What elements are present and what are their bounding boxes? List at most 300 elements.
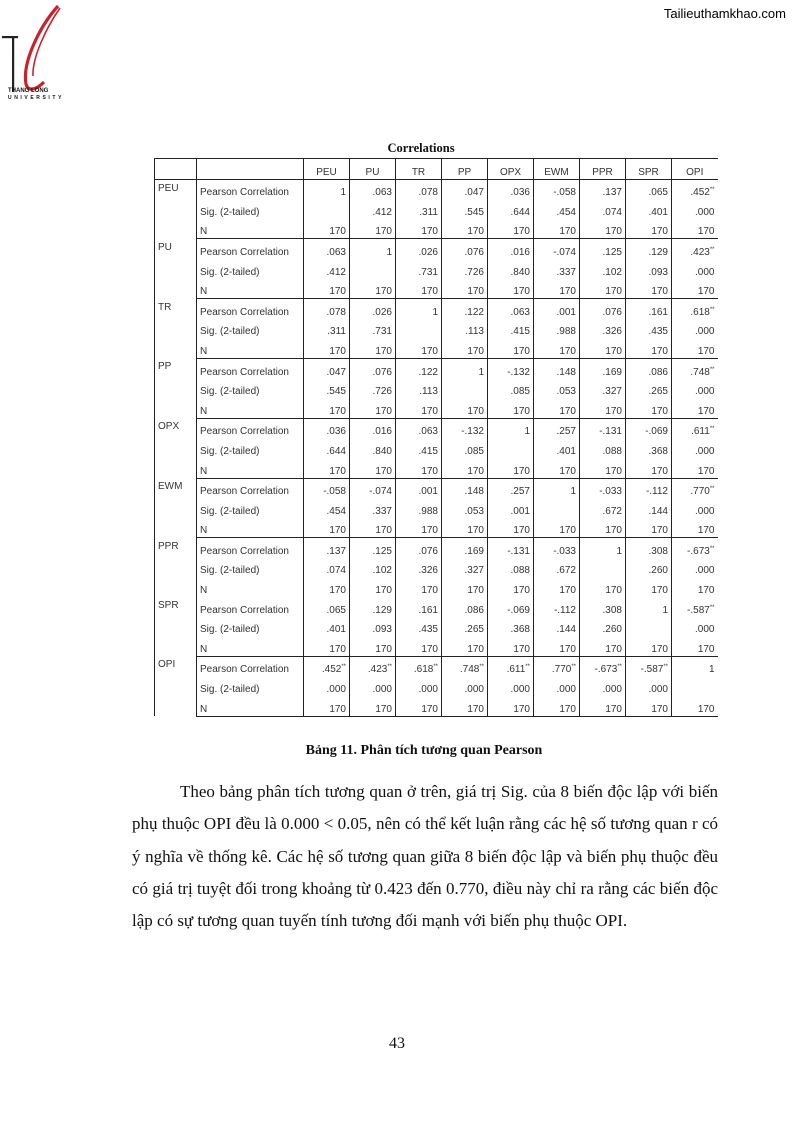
- table-cell: .611**: [691, 426, 715, 438]
- table-cell: .618**: [690, 306, 715, 318]
- table-cell: .063: [396, 418, 442, 438]
- header-blank-cell: [197, 159, 304, 180]
- header-blank-cell: [155, 159, 197, 180]
- table-cell: .368: [488, 617, 534, 637]
- table-cell: .000: [695, 206, 715, 218]
- table-row: [155, 338, 718, 358]
- table-cell: [350, 259, 396, 279]
- table-cell: .076: [442, 239, 488, 259]
- table-cell: -.132: [442, 418, 488, 438]
- table-cell: 170: [304, 398, 350, 418]
- table-cell: 170: [396, 696, 442, 716]
- column-header: PPR: [580, 159, 626, 180]
- table-cell: 1: [488, 418, 534, 438]
- table-cell: 170: [396, 219, 442, 239]
- table-cell: [396, 319, 442, 339]
- table-cell: .169: [580, 358, 626, 378]
- table-cell: .618**: [396, 656, 442, 676]
- table-cell: .144: [534, 617, 580, 637]
- table-cell: .016: [350, 418, 396, 438]
- table-cell: .000: [695, 266, 715, 278]
- column-header: OPX: [488, 159, 534, 180]
- table-cell: 170: [350, 696, 396, 716]
- column-header: PEU: [304, 159, 350, 180]
- table-cell: 170: [626, 398, 672, 418]
- site-watermark: Tailieuthamkhao.com: [663, 6, 786, 21]
- table-cell: .401: [626, 199, 672, 219]
- table-cell: .129: [626, 239, 672, 259]
- table-cell: 1: [580, 538, 626, 558]
- table-row: [155, 636, 718, 656]
- table-cell: .000: [304, 676, 350, 696]
- table-cell: 170: [534, 577, 580, 597]
- table-cell: 170: [534, 518, 580, 538]
- row-statistic-label: Pearson Correlation: [197, 239, 304, 259]
- table-cell: 170: [396, 279, 442, 299]
- table-cell: 170: [304, 577, 350, 597]
- table-cell: .113: [396, 379, 442, 399]
- table-cell: .326: [580, 319, 626, 339]
- table-row: [155, 597, 718, 617]
- table-cell: [672, 676, 718, 696]
- table-cell: .000: [442, 676, 488, 696]
- table-cell: [304, 199, 350, 219]
- correlations-table: [154, 158, 718, 717]
- table-row: [155, 558, 718, 578]
- table-cell: .086: [626, 358, 672, 378]
- table-title: Correlations: [387, 141, 455, 155]
- table-cell: -.033: [580, 478, 626, 498]
- table-cell: 1: [350, 239, 396, 259]
- table-cell: .086: [442, 597, 488, 617]
- table-cell: .726: [350, 379, 396, 399]
- table-cell: .337: [534, 259, 580, 279]
- table-cell: .161: [396, 597, 442, 617]
- table-cell: 170: [396, 518, 442, 538]
- row-statistic-label: Pearson Correlation: [197, 656, 304, 676]
- table-cell: 170: [442, 219, 488, 239]
- table-cell: 170: [672, 636, 718, 656]
- column-header: EWM: [534, 159, 580, 180]
- table-cell: [534, 498, 580, 518]
- table-cell: 170: [697, 585, 715, 597]
- row-statistic-label: Sig. (2-tailed): [197, 438, 304, 458]
- column-header: SPR: [626, 159, 672, 180]
- table-cell: -.131: [488, 538, 534, 558]
- table-cell: 170: [396, 636, 442, 656]
- table-row: [155, 438, 718, 458]
- table-cell: .644: [304, 438, 350, 458]
- table-row: [155, 398, 718, 418]
- table-cell: 1: [626, 597, 672, 617]
- row-variable-label: OPX: [155, 418, 197, 478]
- row-statistic-label: N: [197, 696, 304, 716]
- table-header-row: [155, 159, 718, 180]
- table-cell: 170: [350, 398, 396, 418]
- table-cell: .076: [350, 358, 396, 378]
- table-cell: .065: [626, 179, 672, 199]
- table-cell: -.112: [626, 478, 672, 498]
- table-row: [155, 418, 718, 438]
- table-cell: 170: [534, 279, 580, 299]
- table-cell: 170: [304, 219, 350, 239]
- table-cell: .088: [488, 558, 534, 578]
- table-cell: 170: [442, 696, 488, 716]
- table-cell: 170: [488, 577, 534, 597]
- row-statistic-label: Pearson Correlation: [197, 418, 304, 438]
- table-cell: .840: [350, 438, 396, 458]
- table-row: [155, 458, 718, 478]
- table-cell: .415: [396, 438, 442, 458]
- row-statistic-label: N: [197, 518, 304, 538]
- table-cell: 170: [488, 219, 534, 239]
- table-cell: 170: [488, 398, 534, 418]
- table-cell: 170: [672, 338, 718, 358]
- table-cell: .125: [350, 538, 396, 558]
- logo-text: [8, 88, 72, 102]
- table-cell: .074: [304, 558, 350, 578]
- table-cell: .435: [396, 617, 442, 637]
- table-cell: .085: [488, 379, 534, 399]
- table-cell: .125: [580, 239, 626, 259]
- table-cell: 170: [580, 577, 626, 597]
- table-cell: .036: [488, 179, 534, 199]
- row-statistic-label: N: [197, 577, 304, 597]
- table-cell: .000: [350, 676, 396, 696]
- row-statistic-label: Pearson Correlation: [197, 179, 304, 199]
- table-cell: 170: [488, 518, 534, 538]
- table-cell: .122: [442, 299, 488, 319]
- table-row: [155, 617, 718, 637]
- table-cell: .368: [626, 438, 672, 458]
- table-cell: .093: [626, 259, 672, 279]
- table-cell: .257: [534, 418, 580, 438]
- table-cell: -.058: [304, 478, 350, 498]
- table-cell: 170: [350, 279, 396, 299]
- table-cell: .113: [442, 319, 488, 339]
- table-cell: 170: [672, 398, 718, 418]
- row-statistic-label: Pearson Correlation: [197, 299, 304, 319]
- table-row: [155, 179, 718, 199]
- table-row: [155, 279, 718, 299]
- table-cell: .053: [442, 498, 488, 518]
- table-cell: 170: [304, 636, 350, 656]
- table-cell: .415: [488, 319, 534, 339]
- table-cell: 170: [580, 219, 626, 239]
- table-cell: .078: [396, 179, 442, 199]
- table-cell: -.033: [534, 538, 580, 558]
- row-statistic-label: Sig. (2-tailed): [197, 379, 304, 399]
- table-cell: 170: [580, 398, 626, 418]
- table-cell: .545: [442, 199, 488, 219]
- table-cell: .748**: [690, 366, 715, 378]
- row-statistic-label: Pearson Correlation: [197, 597, 304, 617]
- table-row: [155, 696, 718, 716]
- table-cell: .423**: [350, 656, 396, 676]
- table-cell: 170: [534, 338, 580, 358]
- row-statistic-label: Sig. (2-tailed): [197, 558, 304, 578]
- table-cell: 170: [304, 518, 350, 538]
- table-cell: .337: [350, 498, 396, 518]
- table-cell: .644: [488, 199, 534, 219]
- table-cell: 170: [534, 219, 580, 239]
- table-cell: 170: [534, 398, 580, 418]
- table-cell: .000: [695, 326, 715, 338]
- table-row: [155, 498, 718, 518]
- table-cell: .001: [534, 299, 580, 319]
- table-cell: 170: [672, 518, 718, 538]
- table-cell: -.673**: [580, 656, 626, 676]
- table-cell: .000: [488, 676, 534, 696]
- row-statistic-label: Pearson Correlation: [197, 538, 304, 558]
- table-cell: .000: [695, 624, 715, 636]
- row-variable-label: PU: [155, 239, 197, 299]
- table-cell: 170: [396, 577, 442, 597]
- table-cell: 170: [580, 279, 626, 299]
- table-row: [155, 319, 718, 339]
- row-statistic-label: N: [197, 398, 304, 418]
- table-cell: .260: [626, 558, 672, 578]
- table-cell: 170: [626, 458, 672, 478]
- table-cell: 170: [580, 636, 626, 656]
- table-cell: 170: [442, 458, 488, 478]
- table-cell: .672: [534, 558, 580, 578]
- table-cell: -.058: [534, 179, 580, 199]
- table-cell: 170: [396, 398, 442, 418]
- table-cell: 170: [350, 636, 396, 656]
- table-cell: -.069: [488, 597, 534, 617]
- table-cell: -.069: [626, 418, 672, 438]
- table-row: [155, 656, 718, 676]
- table-cell: 170: [626, 279, 672, 299]
- table-cell: 1: [534, 478, 580, 498]
- table-cell: .026: [350, 299, 396, 319]
- table-cell: -.131: [580, 418, 626, 438]
- table-cell: .161: [626, 299, 672, 319]
- table-row: [155, 239, 718, 259]
- table-cell: .311: [304, 319, 350, 339]
- row-variable-label: SPR: [155, 597, 197, 656]
- table-cell: .326: [396, 558, 442, 578]
- table-row: [155, 379, 718, 399]
- table-cell: [580, 558, 626, 578]
- table-cell: .137: [304, 538, 350, 558]
- row-statistic-label: N: [197, 279, 304, 299]
- table-cell: .144: [626, 498, 672, 518]
- table-cell: -.673**: [687, 545, 715, 557]
- table-cell: .988: [396, 498, 442, 518]
- page-number: 43: [389, 1035, 405, 1052]
- table-cell: 170: [350, 219, 396, 239]
- row-variable-label: PP: [155, 358, 197, 418]
- table-cell: 170: [626, 696, 672, 716]
- table-cell: 170: [580, 458, 626, 478]
- table-cell: .137: [580, 179, 626, 199]
- table-row: [155, 676, 718, 696]
- table-cell: 170: [626, 577, 672, 597]
- column-header: PU: [350, 159, 396, 180]
- table-row: [155, 538, 718, 558]
- column-header: TR: [396, 159, 442, 180]
- table-cell: .454: [534, 199, 580, 219]
- table-cell: .311: [396, 199, 442, 219]
- table-cell: .988: [534, 319, 580, 339]
- table-cell: 170: [442, 577, 488, 597]
- table-cell: .000: [695, 505, 715, 517]
- table-cell: 170: [304, 338, 350, 358]
- row-statistic-label: N: [197, 219, 304, 239]
- table-cell: 170: [672, 458, 718, 478]
- table-cell: 170: [304, 279, 350, 299]
- table-cell: 170: [488, 338, 534, 358]
- table-cell: .435: [626, 319, 672, 339]
- row-statistic-label: N: [197, 636, 304, 656]
- table-cell: 170: [580, 518, 626, 538]
- table-row: [155, 219, 718, 239]
- table-cell: 170: [488, 279, 534, 299]
- table-cell: .129: [350, 597, 396, 617]
- row-statistic-label: N: [197, 338, 304, 358]
- column-header: PP: [442, 159, 488, 180]
- table-cell: .454: [304, 498, 350, 518]
- table-cell: 1: [442, 358, 488, 378]
- table-cell: 170: [396, 338, 442, 358]
- row-variable-label: PEU: [155, 179, 197, 239]
- table-cell: 170: [442, 279, 488, 299]
- row-statistic-label: Sig. (2-tailed): [197, 498, 304, 518]
- table-cell: .000: [695, 386, 715, 398]
- table-cell: 170: [488, 696, 534, 716]
- table-cell: 170: [304, 458, 350, 478]
- table-row: [155, 478, 718, 498]
- table-cell: .401: [304, 617, 350, 637]
- table-cell: .731: [396, 259, 442, 279]
- table-cell: .327: [580, 379, 626, 399]
- table-cell: 170: [672, 696, 718, 716]
- table-cell: .327: [442, 558, 488, 578]
- table-cell: 170: [442, 518, 488, 538]
- table-cell: .026: [396, 239, 442, 259]
- logo-subtitle: UNIVERSITY: [8, 95, 65, 101]
- body-paragraph: Theo bảng phân tích tương quan ở trên, giá trị Sig. của 8 biến độc lập với biến phụ thuộc OPI đều là 0.000 < 0.05, nên có thể kết luận rằng các hệ số tương quan r có ý nghĩa về thống kê. Các hệ số tương quan giữa 8 biến độc lập và biến phụ thuộc đều có giá trị tuyệt đối trong khoảng từ 0.423 đến 0.770, điều này chỉ ra rằng các biến độc lập có sự tương quan tuyến tính tương đối mạnh với biến phụ thuộc OPI.: [132, 782, 718, 931]
- table-row: [155, 577, 718, 597]
- table-cell: .000: [396, 676, 442, 696]
- row-statistic-label: N: [197, 458, 304, 478]
- table-cell: 170: [304, 696, 350, 716]
- logo-name: THANG LONG: [8, 88, 49, 94]
- table-cell: -.074: [534, 239, 580, 259]
- table-cell: 170: [396, 458, 442, 478]
- table-cell: 170: [488, 636, 534, 656]
- table-cell: .016: [488, 239, 534, 259]
- table-cell: .063: [488, 299, 534, 319]
- table-cell: 170: [580, 338, 626, 358]
- table-cell: .076: [396, 538, 442, 558]
- row-statistic-label: Sig. (2-tailed): [197, 259, 304, 279]
- table-cell: .308: [626, 538, 672, 558]
- table-cell: 170: [488, 458, 534, 478]
- table-cell: .169: [442, 538, 488, 558]
- table-cell: .076: [580, 299, 626, 319]
- table-cell: .148: [442, 478, 488, 498]
- table-cell: .047: [442, 179, 488, 199]
- table-cell: 170: [626, 219, 672, 239]
- table-cell: 170: [534, 636, 580, 656]
- table-cell: .102: [350, 558, 396, 578]
- table-cell: -.587**: [626, 656, 672, 676]
- row-variable-label: TR: [155, 299, 197, 359]
- table-cell: 170: [672, 219, 718, 239]
- table-cell: .770**: [534, 656, 580, 676]
- table-cell: 1: [708, 664, 715, 676]
- table-cell: .065: [304, 597, 350, 617]
- table-cell: 170: [350, 518, 396, 538]
- table-cell: .731: [350, 319, 396, 339]
- table-cell: -.587**: [687, 604, 715, 616]
- table-cell: [626, 617, 672, 637]
- table-cell: .412: [304, 259, 350, 279]
- table-cell: 170: [442, 338, 488, 358]
- table-cell: 1: [396, 299, 442, 319]
- table-cell: .423**: [690, 246, 715, 258]
- table-cell: .000: [626, 676, 672, 696]
- table-cell: .001: [488, 498, 534, 518]
- table-cell: .088: [580, 438, 626, 458]
- table-cell: [488, 438, 534, 458]
- table-cell: .085: [442, 438, 488, 458]
- table-cell: 170: [442, 398, 488, 418]
- table-cell: 1: [304, 179, 350, 199]
- table-cell: .036: [304, 418, 350, 438]
- table-caption: Bảng 11. Phân tích tương quan Pearson: [305, 743, 543, 758]
- table-cell: .452**: [304, 656, 350, 676]
- table-cell: .260: [580, 617, 626, 637]
- table-cell: .102: [580, 259, 626, 279]
- table-cell: .726: [442, 259, 488, 279]
- table-cell: .063: [304, 239, 350, 259]
- table-row: [155, 358, 718, 378]
- table-cell: .265: [442, 617, 488, 637]
- column-header: OPI: [672, 159, 718, 180]
- table-cell: 170: [350, 458, 396, 478]
- row-statistic-label: Sig. (2-tailed): [197, 617, 304, 637]
- table-row: [155, 259, 718, 279]
- table-cell: 170: [534, 458, 580, 478]
- table-cell: .545: [304, 379, 350, 399]
- table-row: [155, 299, 718, 319]
- table-cell: .000: [534, 676, 580, 696]
- table-cell: .611**: [488, 656, 534, 676]
- row-statistic-label: Sig. (2-tailed): [197, 676, 304, 696]
- table-cell: 170: [580, 696, 626, 716]
- table-cell: 170: [626, 338, 672, 358]
- table-cell: .053: [534, 379, 580, 399]
- row-statistic-label: Pearson Correlation: [197, 478, 304, 498]
- table-cell: -.112: [534, 597, 580, 617]
- row-variable-label: EWM: [155, 478, 197, 538]
- table-cell: 170: [442, 636, 488, 656]
- table-cell: .093: [350, 617, 396, 637]
- table-cell: .074: [580, 199, 626, 219]
- row-statistic-label: Pearson Correlation: [197, 358, 304, 378]
- table-cell: .047: [304, 358, 350, 378]
- table-cell: .001: [396, 478, 442, 498]
- table-cell: .672: [580, 498, 626, 518]
- table-row: [155, 518, 718, 538]
- table-row: [155, 199, 718, 219]
- table-cell: .063: [350, 179, 396, 199]
- table-cell: -.132: [488, 358, 534, 378]
